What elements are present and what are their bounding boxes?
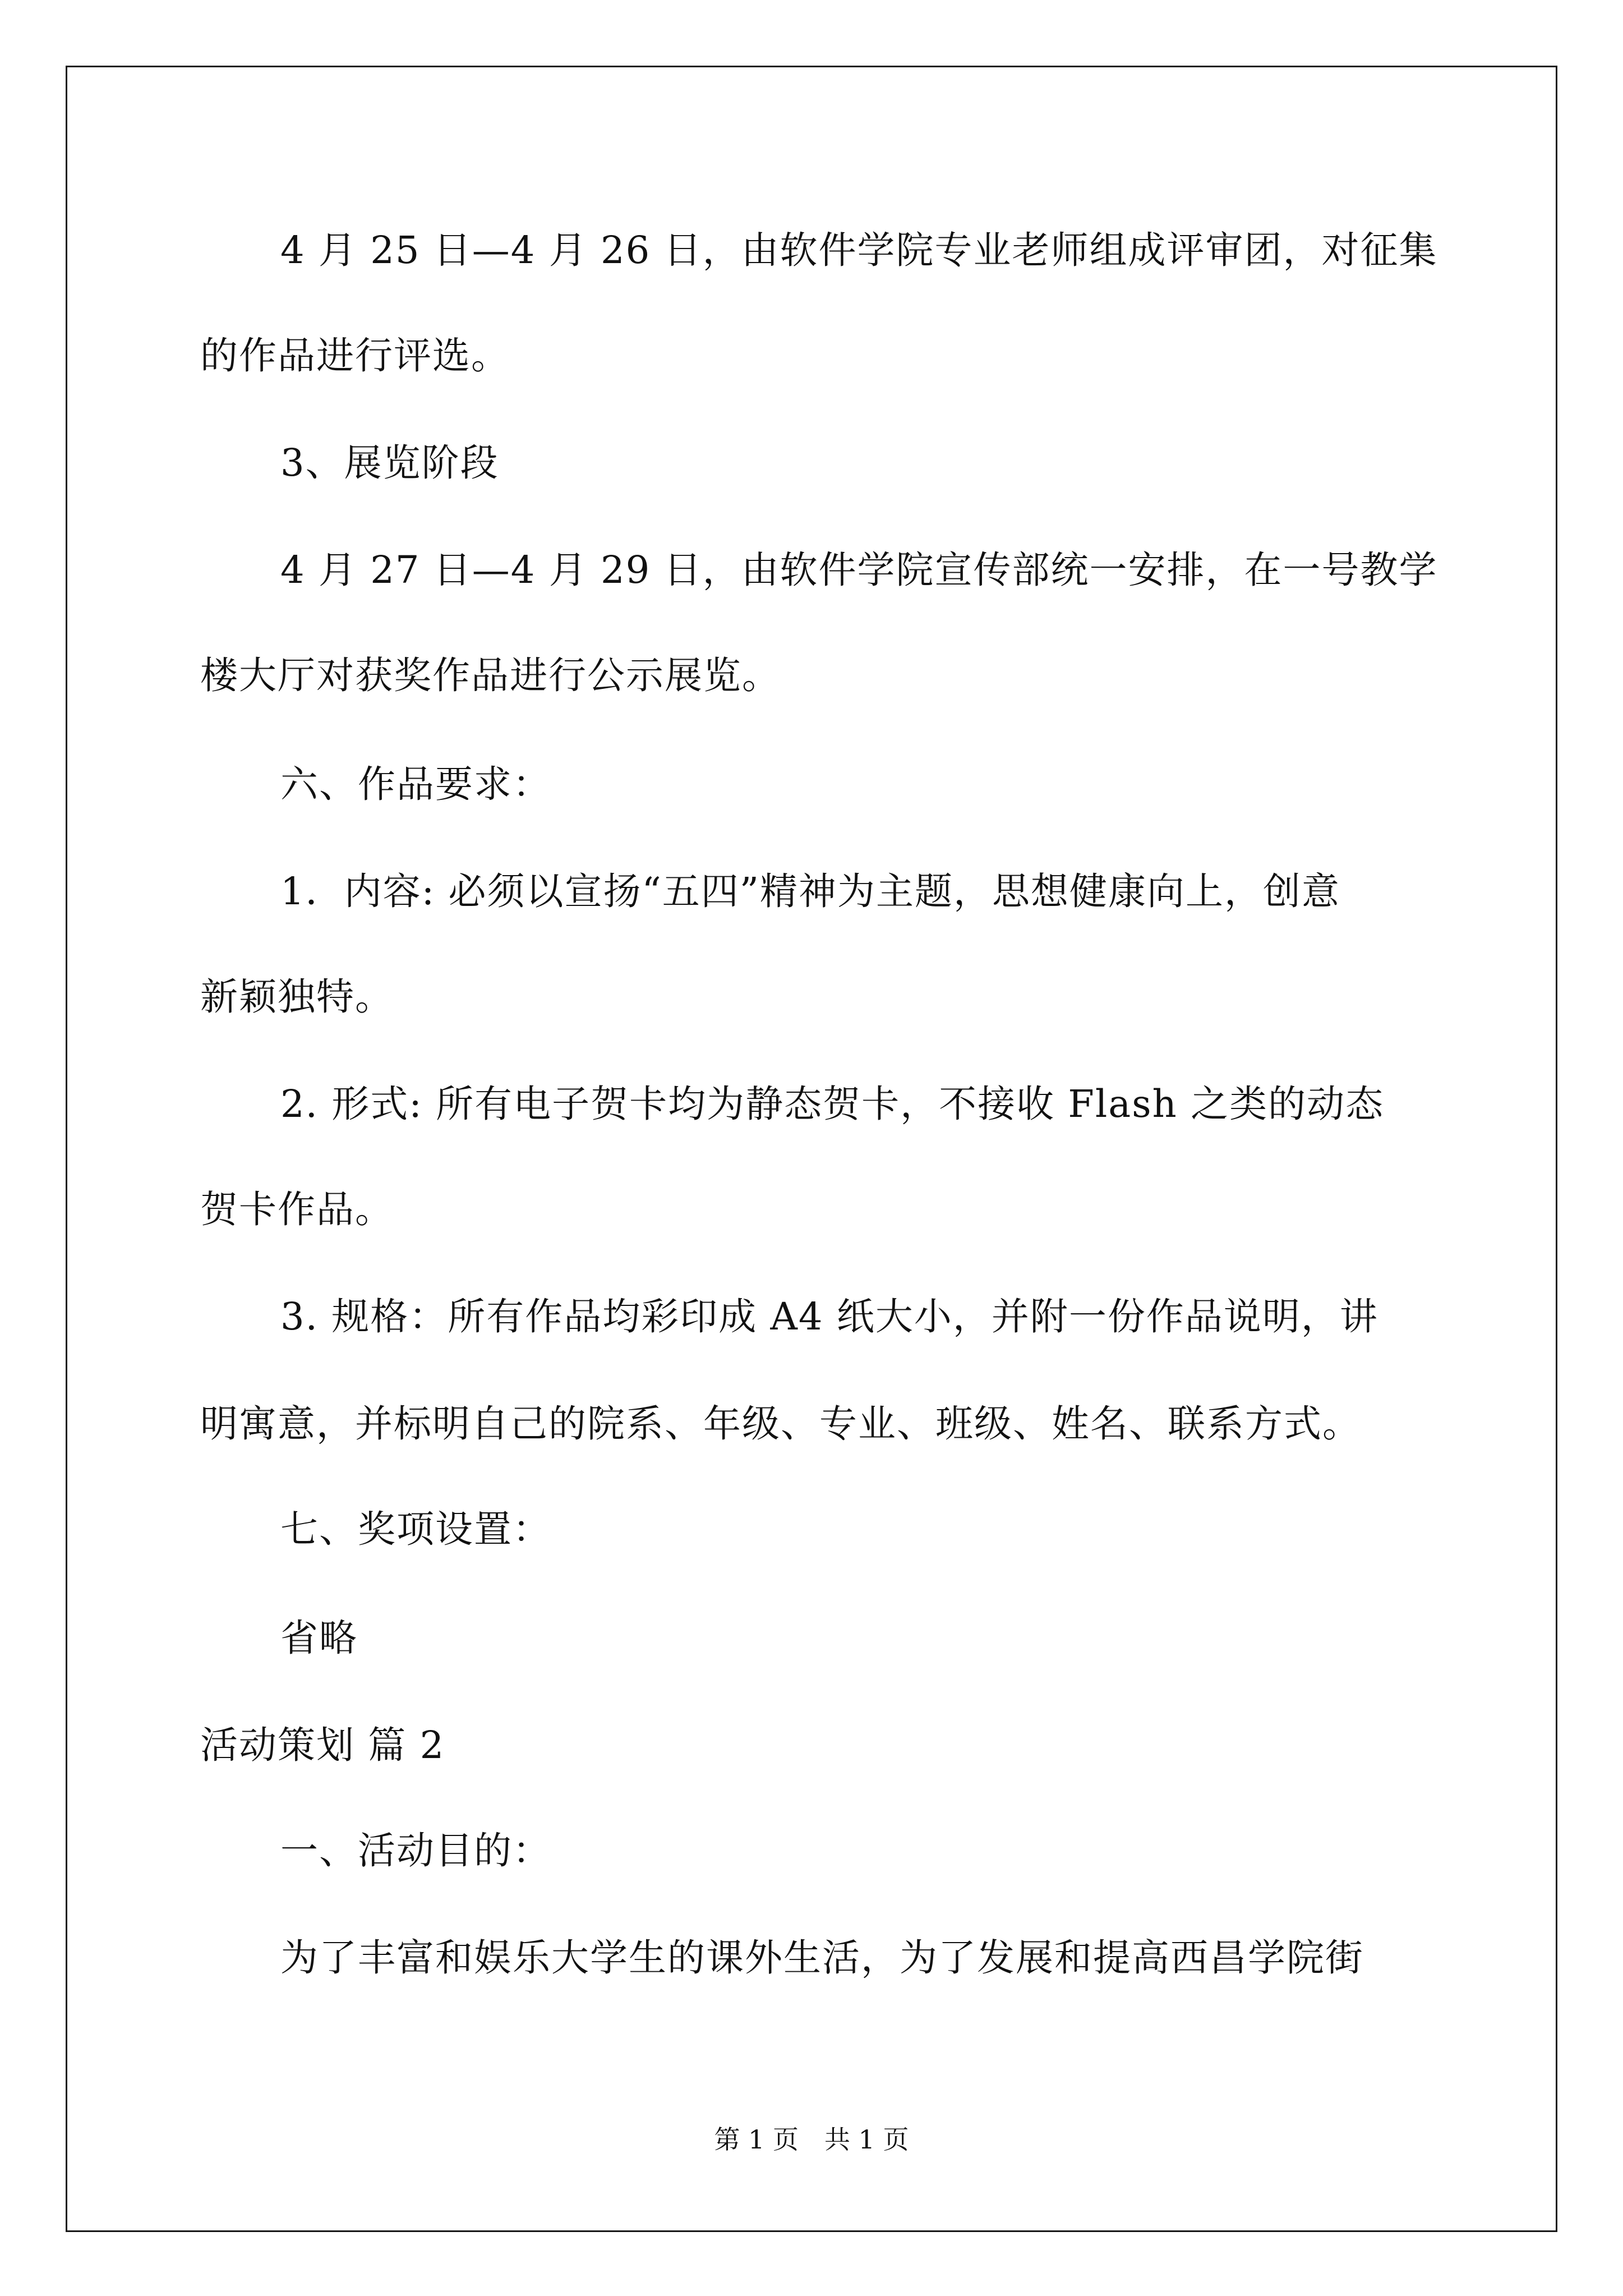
- paragraph-line: 贺卡作品。: [200, 1188, 394, 1231]
- paragraph-line: 楼大厅对获奖作品进行公示展览。: [200, 654, 781, 697]
- paragraph-line: 1．内容: 必须以宣扬“五四”精神为主题，思想健康向上，创意: [280, 869, 1341, 913]
- page-number: 第 1 页 共 1 页: [714, 2124, 909, 2155]
- paragraph-line: 明寓意，并标明自己的院系、年级、专业、班级、姓名、联系方式。: [200, 1402, 1361, 1446]
- page-border: [66, 66, 1557, 2232]
- paragraph-line: 为了丰富和娱乐大学生的课外生活，为了发展和提高西昌学院街: [280, 1936, 1364, 1980]
- section-heading: 六、作品要求：: [280, 762, 551, 806]
- paragraph-line: 4 月 25 日—4 月 26 日，由软件学院专业老师组成评审团，对征集: [280, 228, 1438, 272]
- paragraph-line: 的作品进行评选。: [200, 334, 510, 378]
- section-heading: 七、奖项设置：: [280, 1507, 551, 1551]
- paragraph-line: 2. 形式: 所有电子贺卡均为静态贺卡，不接收 Flash 之类的动态: [280, 1082, 1385, 1126]
- article-title: 活动策划 篇 2: [200, 1723, 445, 1767]
- paragraph-line: 新颖独特。: [200, 975, 394, 1019]
- paragraph-line: 4 月 27 日—4 月 29 日，由软件学院宣传部统一安排，在一号教学: [280, 548, 1438, 592]
- section-heading: 一、活动目的：: [280, 1829, 551, 1872]
- paragraph-line: 省略: [280, 1616, 358, 1660]
- section-heading: 3、展览阶段: [280, 441, 499, 485]
- paragraph-line: 3. 规格：所有作品均彩印成 A4 纸大小，并附一份作品说明，讲: [280, 1295, 1378, 1338]
